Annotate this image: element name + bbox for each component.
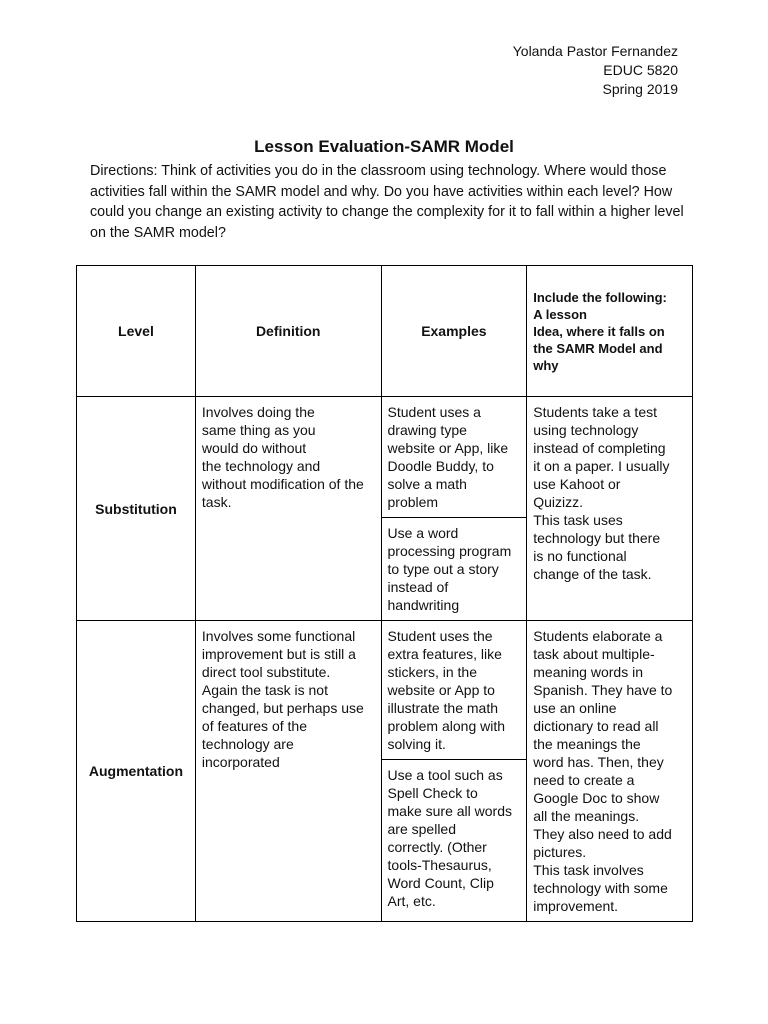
author-name: Yolanda Pastor Fernandez [512,43,678,59]
lesson-line: technology with some [533,880,668,896]
page-title: Lesson Evaluation-SAMR Model [254,137,514,156]
definition-line: direct tool substitute. [201,664,331,680]
lesson-line: it on a paper. I usually [533,458,670,474]
header-include-line: the SAMR Model and [533,340,663,356]
example-block [382,759,527,916]
definition-cell [195,397,381,621]
lesson-line: technology but there [533,530,661,546]
term: Spring 2019 [602,81,678,97]
definition-line: of features of the [201,718,307,734]
course-code: EDUC 5820 [603,62,678,78]
example-line: website or App to [387,682,495,698]
definition-line: same thing as you [201,422,316,438]
directions-text: Directions: Think of activities you do in the classroom using technology. Where would those activities fall within the SAMR model and why. Do you have activities within each level? How could you change an existing activity to change the complexity for it to fall within a higher level on the SAMR model? [90,163,684,241]
table-header-row [77,266,693,397]
lesson-line: Students elaborate a [533,628,663,644]
lesson-line: using technology [533,422,639,438]
lesson-line: change of the task. [533,566,652,582]
example-line: problem [387,494,439,510]
example-line: Use a word [387,525,459,541]
example-line: to type out a story [387,561,499,577]
example-line: problem along with [387,718,506,734]
example-line: Student uses a [387,404,481,420]
lesson-line: improvement. [533,898,619,914]
lesson-cell [527,621,693,922]
lesson-line: This task uses [533,512,623,528]
header-level: Level [77,266,196,397]
example-line: make sure all words [387,803,513,819]
example-block [382,621,527,759]
example-line: extra features, like [387,646,502,662]
lesson-line: is no functional [533,548,627,564]
level-substitution: Substitution [77,397,196,621]
table-row [77,397,693,621]
example-line: tools-Thesaurus, [387,857,492,873]
example-line: Student uses the [387,628,493,644]
definition-line: Again the task is not [201,682,328,698]
header-include-line: A lesson [533,306,587,322]
definition-line: incorporated [201,754,280,770]
lesson-line: use Kahoot or [533,476,621,492]
lesson-line: Google Doc to show [533,790,660,806]
example-line: illustrate the math [387,700,499,716]
lesson-line: Quizizz. [533,494,584,510]
header-include [527,266,693,397]
lesson-cell [527,397,693,621]
definition-line: the technology and [201,458,321,474]
example-line: Use a tool such as [387,767,503,783]
definition-line: would do without [201,440,307,456]
page-header [513,42,678,99]
header-include-line: why [533,357,559,373]
example-line: Spell Check to [387,785,478,801]
lesson-line: pictures. [533,844,587,860]
examples-cell [381,397,527,621]
example-line: instead of [387,579,449,595]
example-line: Word Count, Clip [387,875,494,891]
example-line: solve a math [387,476,467,492]
example-line: drawing type [387,422,467,438]
header-include-line: Idea, where it falls on [533,323,665,339]
definition-line: Involves doing the [201,404,315,420]
example-line: processing program [387,543,512,559]
lesson-line: word has. Then, they [533,754,664,770]
definition-line: Involves some functional [201,628,356,644]
lesson-line: all the meanings. [533,808,640,824]
table-row [77,621,693,922]
definition-line: improvement but is still a [201,646,356,662]
example-line: Art, etc. [387,893,436,909]
level-augmentation: Augmentation [77,621,196,922]
lesson-line: Spanish. They have to [533,682,673,698]
lesson-line: task about multiple- [533,646,655,662]
example-block [382,397,527,517]
example-line: solving it. [387,736,446,752]
examples-cell [381,621,527,922]
lesson-line: They also need to add [533,826,672,842]
definition-line: technology are [201,736,294,752]
header-include-line: Include the following: [533,289,667,305]
example-line: stickers, in the [387,664,477,680]
definition-line: changed, but perhaps use [201,700,364,716]
example-line: correctly. (Other [387,839,487,855]
lesson-line: the meanings the [533,736,641,752]
lesson-line: need to create a [533,772,635,788]
definition-line: task. [201,494,232,510]
lesson-line: Students take a test [533,404,657,420]
example-block [382,517,527,620]
lesson-line: use an online [533,700,617,716]
example-line: are spelled [387,821,457,837]
definition-cell [195,621,381,922]
header-examples: Examples [381,266,527,397]
header-definition: Definition [195,266,381,397]
lesson-line: instead of completing [533,440,666,456]
lesson-line: meaning words in [533,664,643,680]
definition-line: without modification of the [201,476,364,492]
lesson-line: This task involves [533,862,644,878]
example-line: handwriting [387,597,460,613]
example-line: website or App, like [387,440,509,456]
example-line: Doodle Buddy, to [387,458,494,474]
lesson-line: dictionary to read all [533,718,659,734]
samr-table [76,265,693,922]
